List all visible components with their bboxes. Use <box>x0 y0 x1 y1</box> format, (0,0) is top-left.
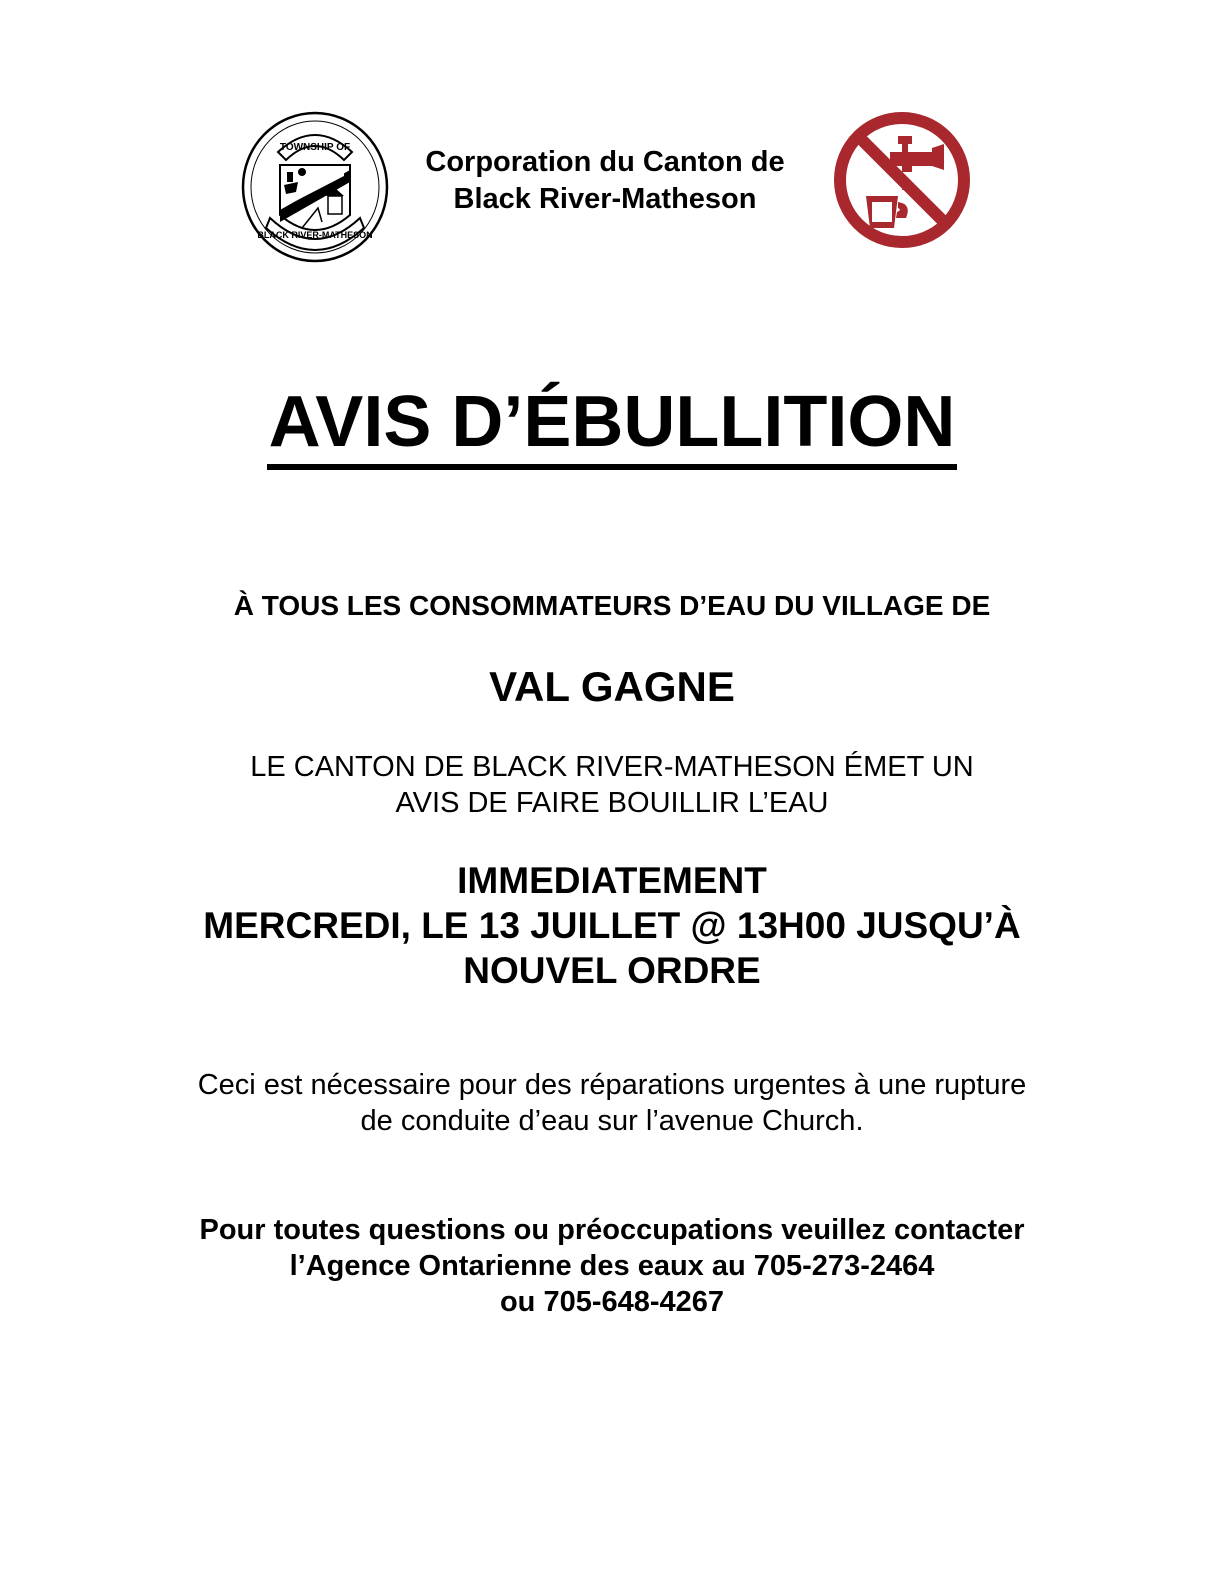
contact-line-2: l’Agence Ontarienne des eaux au 705-273-2464 <box>289 1250 935 1282</box>
effective-line-2: MERCREDI, LE 13 JUILLET @ 13H00 JUSQU’À <box>203 905 1021 946</box>
issue-statement <box>0 749 1224 821</box>
contact-paragraph <box>0 1212 1224 1320</box>
township-seal-icon <box>240 110 390 265</box>
contact-line-3: ou 705-648-4267 <box>499 1286 725 1318</box>
page-title <box>0 380 1224 470</box>
reason-line-1: Ceci est nécessaire pour des réparations urgentes à une rupture <box>197 1069 1027 1101</box>
seal-top-text: TOWNSHIP OF <box>279 142 351 153</box>
title-text: AVIS D’ÉBULLITION <box>267 380 958 470</box>
seal-bottom-text: BLACK RIVER-MATHESON <box>257 230 373 240</box>
corporation-line-1: Corporation du Canton de <box>425 146 785 178</box>
effective-date <box>0 858 1224 993</box>
corporation-name <box>400 144 810 218</box>
corporation-line-2: Black River-Matheson <box>453 183 757 215</box>
no-drinking-water-icon <box>832 110 972 250</box>
effective-line-1: IMMEDIATEMENT <box>457 860 767 901</box>
village-name: VAL GAGNE <box>489 663 735 710</box>
reason-line-2: de conduite d’eau sur l’avenue Church. <box>360 1105 864 1137</box>
effective-line-3: NOUVEL ORDRE <box>463 950 761 991</box>
reason-paragraph <box>0 1067 1224 1139</box>
contact-line-1: Pour toutes questions ou préoccupations veuillez contacter <box>199 1214 1025 1246</box>
issue-line-2: AVIS DE FAIRE BOUILLIR L’EAU <box>395 787 829 819</box>
header <box>0 110 1224 270</box>
issue-line-1: LE CANTON DE BLACK RIVER-MATHESON ÉMET UN <box>250 751 974 783</box>
audience-line: À TOUS LES CONSOMMATEURS D’EAU DU VILLAGE DE <box>233 590 991 621</box>
